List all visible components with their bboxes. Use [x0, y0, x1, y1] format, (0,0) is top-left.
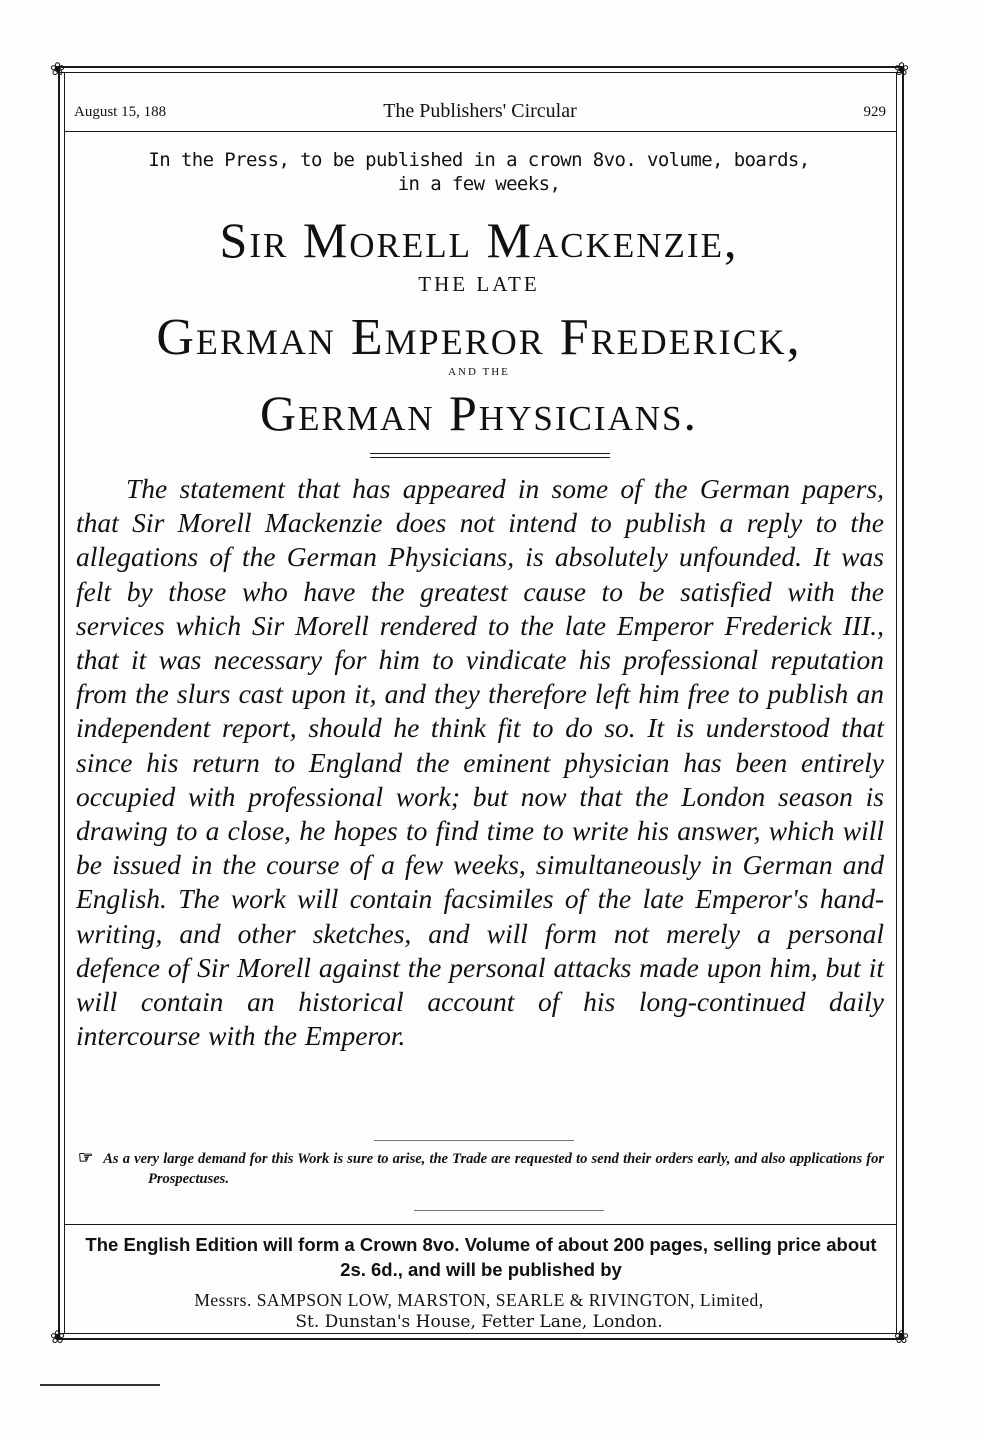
statement-paragraph: The statement that has appeared in some of the German papers, that Sir Morell Mackenzie does not intend to publish a reply to the allegations of the German Physicians, is absolutely unfounded. It was felt by those who have the greatest cause to be satisfied with the services which Sir Morell rendered to the late Emperor Frederick III., that it was necessary for him to vindicate his professional reputation from the slurs cast upon it, and they therefore left him free to publish an independent report, should he think fit to do so. It is understood that since his return to England the eminent physician has been entirely occupied with professional work; but now that the London season is drawing to a close, he hopes to find time to write his answer, which will be issued in the course of a few weeks, simultaneously in German and English. The work will contain facsimiles of the late Emperor's hand-writing, and other sketches, and will form not merely a personal defence of Sir Morell against the personal attacks made upon him, but it will contain an historical account of his long-continued daily intercourse with the Emperor. — [76, 473, 884, 1052]
intro-line-2: in a few weeks, — [397, 173, 561, 195]
divider — [370, 457, 610, 458]
corner-ornament-icon: ❀ — [894, 59, 910, 79]
intro-line-1: In the Press, to be published in a crown 8vo. volume, boards, — [148, 149, 810, 171]
trade-notice-text: As a very large demand for this Work is sure to arise, the Trade are requested to send their orders early, and also applications for Prospectuses. — [103, 1151, 884, 1187]
heading-and-the: AND THE — [448, 366, 510, 378]
intro-text — [66, 148, 892, 196]
header-rule — [64, 131, 897, 132]
divider — [64, 1224, 897, 1225]
heading-the-late: THE LATE — [418, 272, 540, 296]
header-date: August 15, 188 — [74, 104, 167, 120]
header-title: The Publishers' Circular — [383, 100, 577, 122]
left-rule-inner — [64, 72, 65, 1334]
top-rule — [58, 66, 904, 68]
page-edge-mark — [40, 1384, 160, 1386]
corner-ornament-icon: ❀ — [50, 59, 66, 79]
publisher-name: Messrs. SAMPSON LOW, MARSTON, SEARLE & RIVINGTON, Limited, — [194, 1290, 764, 1310]
edition-info: The English Edition will form a Crown 8vo. Volume of about 200 pages, selling price about 2s. 6d., and will be published by — [85, 1234, 877, 1280]
trade-notice — [78, 1148, 884, 1189]
bottom-rule-inner — [58, 1333, 904, 1334]
top-rule-inner — [58, 72, 904, 73]
corner-ornament-icon: ❀ — [894, 1327, 910, 1347]
running-header — [74, 100, 886, 128]
page-number: 929 — [863, 104, 886, 120]
corner-ornament-icon: ❀ — [50, 1327, 66, 1347]
divider — [414, 1210, 604, 1211]
heading-sir-morell: Sir Morell Mackenzie, — [219, 212, 739, 268]
pointing-hand-icon: ☞ — [78, 1148, 94, 1167]
heading-emperor: German Emperor Frederick, — [156, 309, 802, 366]
publisher-address: St. Dunstan's House, Fetter Lane, London. — [295, 1312, 663, 1332]
left-rule — [58, 66, 60, 1340]
divider — [374, 1140, 574, 1141]
right-rule — [902, 66, 904, 1340]
bottom-rule — [58, 1338, 904, 1340]
heading-physicians: German Physicians. — [259, 385, 698, 441]
right-rule-inner — [896, 72, 897, 1334]
divider — [370, 453, 610, 454]
